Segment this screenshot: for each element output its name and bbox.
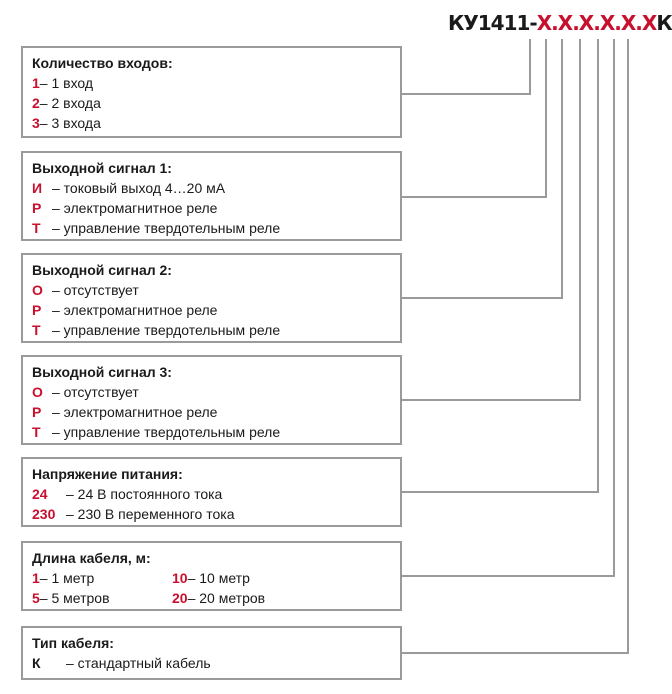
option-desc: – электромагнитное реле — [52, 404, 218, 420]
options-column — [172, 568, 312, 608]
option-desc: – 230 В переменного тока — [66, 506, 235, 522]
connector-1 — [402, 39, 530, 94]
options-column — [32, 568, 172, 608]
code-seg-3: Х — [578, 11, 594, 35]
option-key: О — [32, 282, 43, 298]
code-suffix: К — [656, 11, 672, 35]
output-signal-2-box — [21, 253, 402, 343]
option-row — [32, 653, 391, 673]
option-row — [32, 504, 391, 524]
code-seg-2: Х — [557, 11, 573, 35]
option-desc: – 20 метров — [187, 590, 266, 606]
option-key: И — [32, 180, 43, 196]
option-key: Т — [32, 424, 41, 440]
option-desc: – 1 вход — [39, 75, 94, 91]
option-key: 20 — [172, 590, 188, 606]
box-title: Напряжение питания: — [32, 466, 183, 482]
option-desc: – 2 входа — [39, 95, 101, 111]
output-signal-3-box — [21, 355, 402, 445]
option-desc: – 3 входа — [39, 115, 101, 131]
option-row — [172, 568, 312, 588]
option-desc: – электромагнитное реле — [52, 302, 218, 318]
option-key: 10 — [172, 570, 188, 586]
option-row — [32, 568, 172, 588]
option-key: Т — [32, 220, 41, 236]
code-sep-4: . — [614, 11, 621, 35]
option-desc: – электромагнитное реле — [52, 200, 218, 216]
option-key: Т — [32, 322, 41, 338]
box-title: Тип кабеля: — [32, 635, 114, 651]
code-prefix: КУ1411- — [448, 11, 537, 35]
box-title: Количество входов: — [32, 55, 173, 71]
option-key: Р — [32, 404, 42, 420]
option-row — [32, 382, 391, 402]
option-row — [172, 588, 312, 608]
option-row — [32, 113, 391, 133]
box-title: Выходной сигнал 2: — [32, 262, 172, 278]
option-key: 1 — [32, 570, 40, 586]
option-key: 5 — [32, 590, 40, 606]
option-row — [32, 93, 391, 113]
output-signal-1-box — [21, 151, 402, 241]
code-seg-1: Х — [536, 11, 552, 35]
connector-3 — [402, 39, 562, 298]
code-sep-1: . — [551, 11, 558, 35]
option-desc: – 10 метр — [187, 570, 250, 586]
box-title: Выходной сигнал 1: — [32, 160, 172, 176]
option-row — [32, 588, 172, 608]
option-key: 3 — [32, 115, 40, 131]
option-row — [32, 218, 391, 238]
option-key: 2 — [32, 95, 40, 111]
option-key: К — [32, 655, 41, 671]
option-row — [32, 73, 391, 93]
option-key: 1 — [32, 75, 40, 91]
connector-2 — [402, 39, 546, 197]
option-key: 230 — [32, 506, 56, 522]
option-row — [32, 422, 391, 442]
code-seg-4: Х — [599, 11, 615, 35]
code-sep-5: . — [635, 11, 642, 35]
option-desc: – 1 метр — [39, 570, 95, 586]
option-desc: – управление твердотельным реле — [52, 220, 281, 236]
option-desc: – стандартный кабель — [66, 655, 211, 671]
option-key: 24 — [32, 486, 48, 502]
option-key: Р — [32, 200, 42, 216]
connector-7 — [402, 39, 628, 653]
code-seg-6: Х — [641, 11, 657, 35]
connector-6 — [402, 39, 614, 576]
option-row — [32, 178, 391, 198]
option-desc: – управление твердотельным реле — [52, 322, 281, 338]
option-row — [32, 300, 391, 320]
option-row — [32, 402, 391, 422]
option-row — [32, 484, 391, 504]
cable-type-box — [21, 626, 402, 680]
option-key: Р — [32, 302, 42, 318]
code-seg-5: Х — [620, 11, 636, 35]
option-desc: – отсутствует — [52, 282, 139, 298]
options-grid — [32, 568, 391, 608]
box-title: Выходной сигнал 3: — [32, 364, 172, 380]
option-desc: – управление твердотельным реле — [52, 424, 281, 440]
option-desc: – токовый выход 4…20 мА — [52, 180, 226, 196]
option-key: О — [32, 384, 43, 400]
inputs-count-box — [21, 46, 402, 138]
option-desc: – 5 метров — [39, 590, 110, 606]
box-title: Длина кабеля, м: — [32, 550, 151, 566]
code-sep-2: . — [572, 11, 579, 35]
option-row — [32, 280, 391, 300]
cable-length-box — [21, 541, 402, 611]
option-row — [32, 198, 391, 218]
option-row — [32, 320, 391, 340]
code-sep-3: . — [593, 11, 600, 35]
connector-5 — [402, 39, 598, 492]
option-desc: – 24 В постоянного тока — [66, 486, 223, 502]
supply-voltage-box — [21, 457, 402, 527]
option-desc: – отсутствует — [52, 384, 139, 400]
